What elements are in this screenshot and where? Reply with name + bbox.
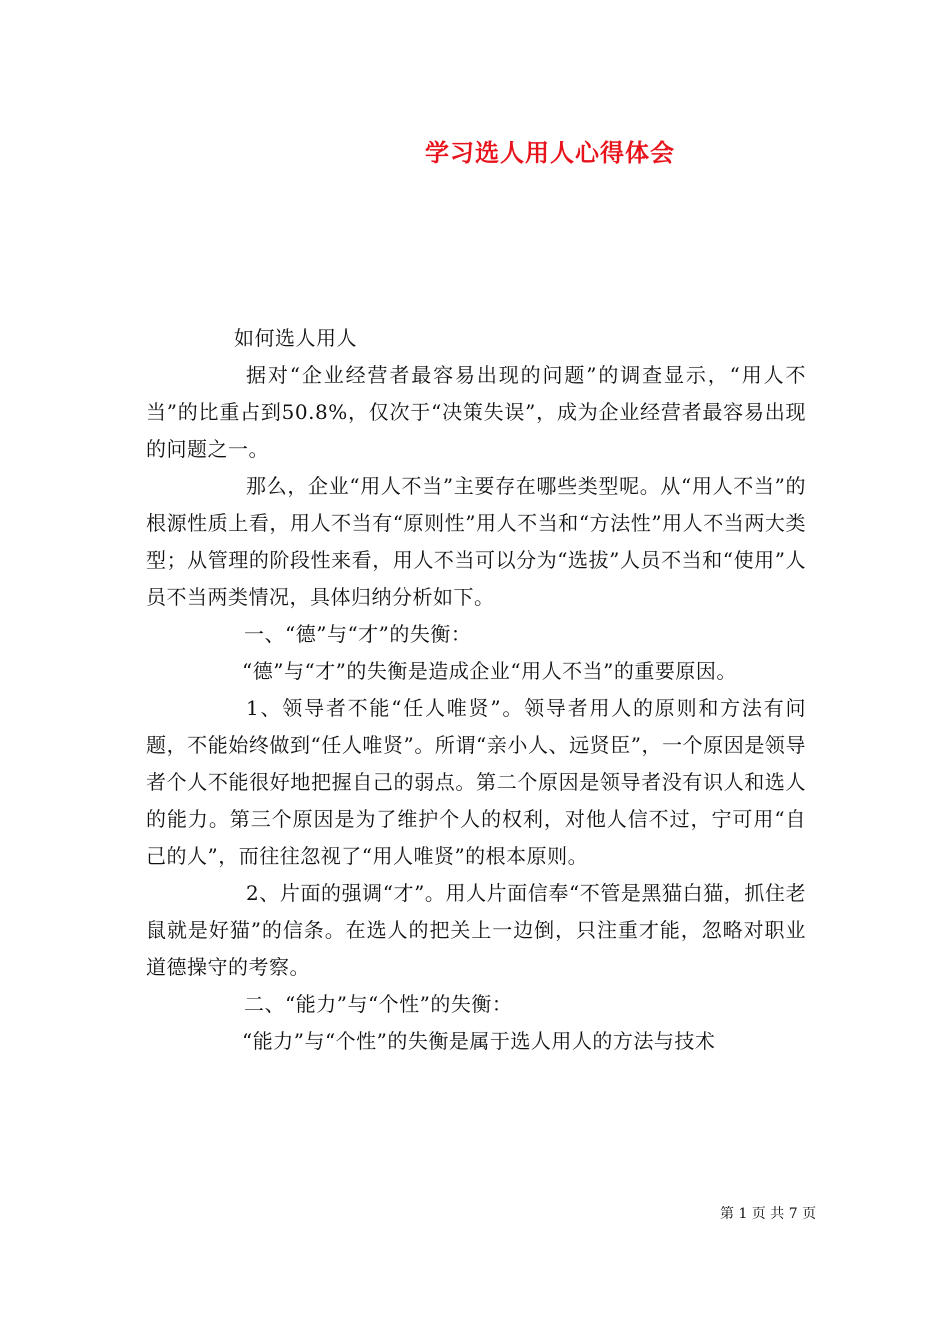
document-body — [146, 320, 806, 1060]
page-number: 第 1 页 共 7 页 — [720, 1206, 817, 1222]
heading-1: 一、“德”与“才”的失衡： — [244, 622, 472, 646]
section-subtitle: 如何选人用人 — [234, 326, 357, 350]
document-title: 学习选人用人心得体会 — [425, 139, 675, 167]
paragraph-point-1: 1、领导者不能“任人唯贤”。领导者用人的原则和方法有问题，不能始终做到“任人唯贤”。所谓“亲小人、远贤臣”，一个原因是领导者个人不能很好地把握自己的弱点。第二个原因是领导者没有识人和选人的能力。第三个原因是为了维护个人的权利，对他人信不过，宁可用“自己的人”，而往往忽视了“用人唯贤”的根本原则。 — [146, 696, 806, 868]
paragraph-heading-2-intro: “能力”与“个性”的失衡是属于选人用人的方法与技术 — [242, 1029, 716, 1053]
heading-2: 二、“能力”与“个性”的失衡： — [244, 992, 513, 1016]
paragraph-point-2: 2、片面的强调“才”。用人片面信奉“不管是黑猫白猫，抓住老鼠就是好猫”的信条。在选人的把关上一边倒，只注重才能，忽略对职业道德操守的考察。 — [146, 881, 806, 979]
paragraph-types: 那么，企业“用人不当”主要存在哪些类型呢。从“用人不当”的根源性质上看，用人不当有“原则性”用人不当和“方法性”用人不当两大类型；从管理的阶段性来看，用人不当可以分为“选拔”人员不当和“使用”人员不当两类情况，具体归纳分析如下。 — [146, 474, 806, 609]
paragraph-heading-1-intro: “德”与“才”的失衡是造成企业“用人不当”的重要原因。 — [242, 659, 737, 683]
paragraph-survey: 据对“企业经营者最容易出现的问题”的调查显示，“用人不当”的比重占到50.8%，仅次于“决策失误”，成为企业经营者最容易出现的问题之一。 — [146, 363, 806, 461]
